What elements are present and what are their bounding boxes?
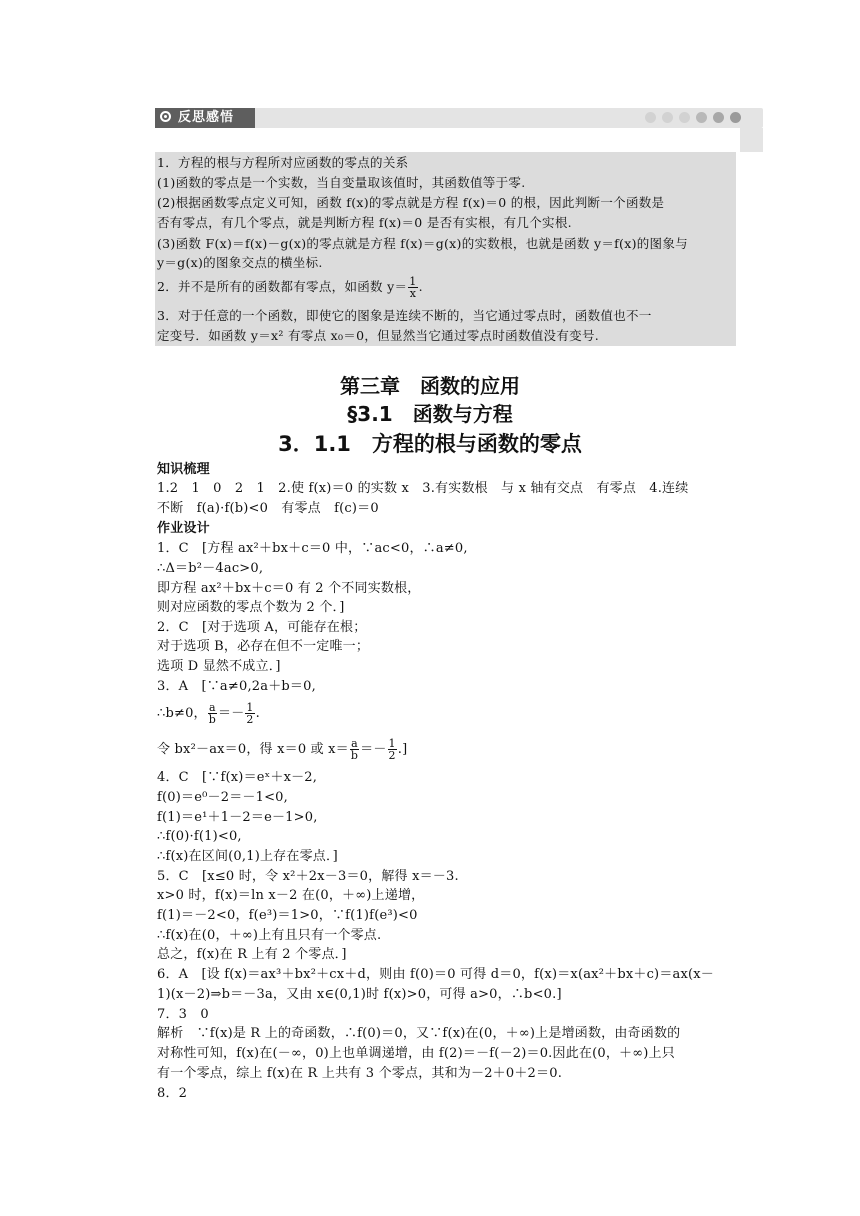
fraction-numerator: 1: [409, 275, 417, 288]
text-line: 1.2 1 0 2 1 2.使 f(x)＝0 的实数 x 3.有实数根 与 x 轴有交点 有零点 4.连续: [157, 481, 689, 496]
reflection-line: (2)根据函数零点定义可知，函数 f(x)的零点就是方程 f(x)＝0 的根，因此判断一个函数是: [157, 195, 665, 210]
text-line: 总之，f(x)在 R 上有 2 个零点．]: [157, 947, 347, 962]
text-line: ∴f(0)·f(1)<0,: [157, 829, 242, 844]
text-segment: .]: [397, 742, 408, 757]
text-line: 4．C [∵f(x)＝eˣ＋x－2,: [157, 770, 318, 785]
fraction: [388, 738, 397, 761]
homework-title: 作业设计: [157, 521, 210, 536]
text-line: f(0)＝e⁰－2＝－1<0,: [157, 790, 288, 805]
text-line: f(1)＝e¹＋1－2＝e－1>0,: [157, 810, 318, 825]
fraction-denominator: x: [409, 287, 417, 300]
dot-icon: [645, 112, 656, 123]
text-line: 5．C [x≤0 时，令 x²＋2x－3＝0，解得 x＝－3.: [157, 869, 459, 884]
text-line: 2．C [对于选项 A，可能存在根；: [157, 620, 367, 635]
reflection-line: y＝g(x)的图象交点的横坐标.: [157, 255, 323, 270]
fraction-denominator: b: [208, 713, 217, 726]
knowledge-title: 知识梳理: [157, 462, 210, 477]
fraction: [245, 702, 254, 725]
text-line: ∴f(x)在区间(0,1)上存在零点．]: [157, 849, 338, 864]
reflection-text: 2．并不是所有的函数都有零点，如函数 y＝: [157, 279, 408, 294]
text-line: ∴f(x)在(0，＋∞)上有且只有一个零点.: [157, 928, 382, 943]
reflection-line: 3．对于任意的一个函数，即使它的图象是连续不断的，当它通过零点时，函数值也不一: [157, 308, 652, 323]
section-title: §3.1 函数与方程: [347, 402, 513, 426]
text-line: 对称性可知，f(x)在(－∞，0)上也单调递增，由 f(2)＝－f(－2)＝0.因此在(0，＋∞)上只: [157, 1046, 675, 1061]
header-bar-tail: [740, 128, 763, 152]
text-segment: ＝－: [360, 742, 387, 757]
reflection-line: (3)函数 F(x)＝f(x)－g(x)的零点就是方程 f(x)＝g(x)的实数根，也就是函数 y＝f(x)的图象与: [157, 236, 688, 251]
fraction-numerator: a: [351, 737, 358, 750]
text-line: ∴Δ＝b²－4ac>0,: [157, 561, 264, 576]
text-line: 1)(x－2)⇒b＝－3a，又由 x∈(0,1)时 f(x)>0，可得 a>0，∴b<0.]: [157, 987, 562, 1002]
dot-icon: [730, 112, 741, 123]
fraction-numerator: a: [209, 701, 216, 714]
text-line: x>0 时，f(x)＝ln x－2 在(0，＋∞)上递增，: [157, 888, 425, 903]
reflection-line: (1)函数的零点是一个实数，当自变量取该值时，其函数值等于零.: [157, 175, 526, 190]
text-line: [157, 738, 407, 761]
reflection-line: 否有零点，有几个零点，就是判断方程 f(x)＝0 是否有实根，有几个实根.: [157, 215, 572, 230]
text-line: 7．3 0: [157, 1007, 209, 1022]
text-line: 不断 f(a)·f(b)<0 有零点 f(c)＝0: [157, 501, 379, 516]
fraction-denominator: 2: [388, 749, 396, 762]
text-line: [157, 702, 260, 725]
decorative-dots: [645, 112, 741, 123]
text-line: 8．2: [157, 1086, 188, 1101]
text-line: 6．A [设 f(x)＝ax³＋bx²＋cx＋d，则由 f(0)＝0 可得 d＝0，f(x)＝x(ax²＋bx＋c)＝ax(x－: [157, 967, 715, 982]
fraction: [208, 702, 217, 725]
text-line: f(1)＝－2<0，f(e³)＝1>0，∵f(1)f(e³)<0: [157, 908, 418, 923]
text-line: 则对应函数的零点个数为 2 个．]: [157, 600, 345, 615]
dot-icon: [696, 112, 707, 123]
reflection-line: [157, 276, 737, 299]
fraction-numerator: 1: [246, 701, 254, 714]
dot-icon: [662, 112, 673, 123]
text-segment: .: [255, 706, 260, 721]
target-icon: [160, 111, 171, 122]
text-segment: 令 bx²－ax＝0，得 x＝0 或 x＝: [157, 742, 349, 757]
text-line: 对于选项 B，必存在但不一定唯一；: [157, 639, 370, 654]
reflection-line: 定变号．如函数 y＝x² 有零点 x₀＝0，但显然当它通过零点时函数值没有变号.: [157, 328, 600, 343]
dot-icon: [679, 112, 690, 123]
fraction-numerator: 1: [388, 737, 396, 750]
dot-icon: [713, 112, 724, 123]
text-segment: ∴b≠0，: [157, 706, 207, 721]
text-line: 选项 D 显然不成立．]: [157, 659, 281, 674]
chapter-title: 第三章 函数的应用: [340, 374, 520, 398]
fraction-denominator: 2: [246, 713, 254, 726]
text-line: 1．C [方程 ax²＋bx＋c＝0 中，∵ac<0，∴a≠0,: [157, 541, 468, 556]
text-line: 有一个零点，综上 f(x)在 R 上共有 3 个零点，其和为－2＋0＋2＝0.: [157, 1066, 563, 1081]
text-line: 解析 ∵f(x)是 R 上的奇函数，∴f(0)＝0，又∵f(x)在(0，＋∞)上是增函数，由奇函数的: [157, 1026, 681, 1041]
reflection-text: .: [418, 279, 423, 294]
subsection-title: 3．1.1 方程的根与函数的零点: [278, 432, 582, 456]
fraction: [408, 276, 417, 299]
text-line: 3．A [∵a≠0,2a＋b＝0,: [157, 679, 316, 694]
text-line: 即方程 ax²＋bx＋c＝0 有 2 个不同实数根，: [157, 581, 421, 596]
reflection-line: 1．方程的根与方程所对应函数的零点的关系: [157, 155, 409, 170]
fraction-denominator: b: [350, 749, 359, 762]
section-header-title: 反思感悟: [178, 110, 235, 125]
text-segment: ＝－: [218, 706, 245, 721]
fraction: [350, 738, 359, 761]
